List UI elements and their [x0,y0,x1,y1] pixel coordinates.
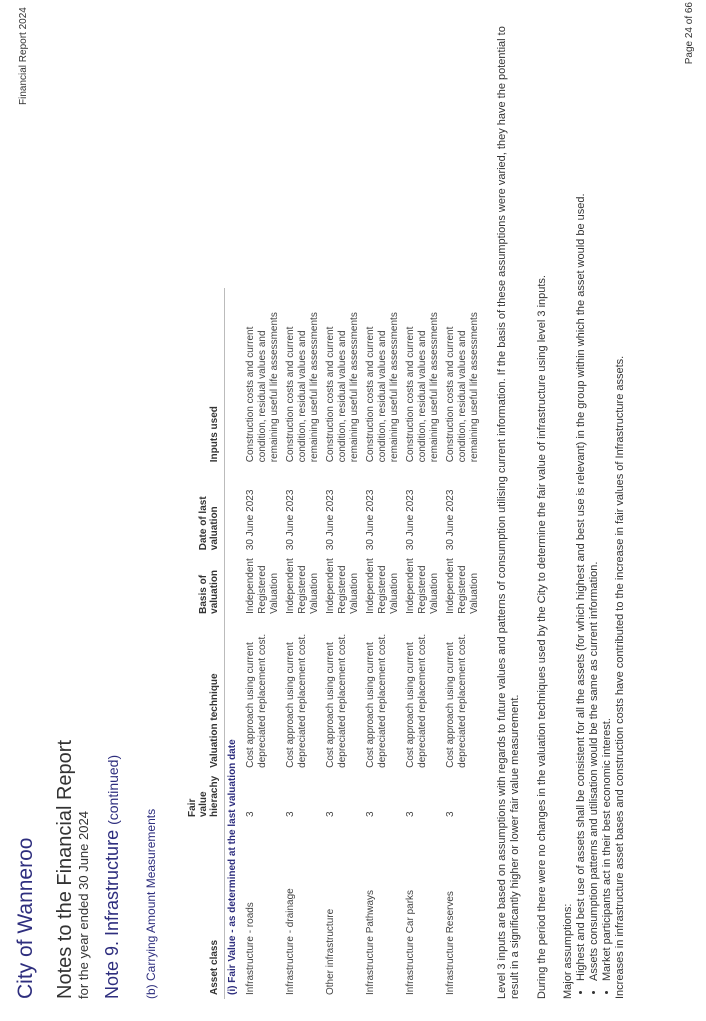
page-subtitle: for the year ended 30 June 2024 [76,811,91,999]
cell-inputs: Construction costs and current condition, residual values and remaining useful life assessments [245,312,280,463]
cell-basis: Independent Registered Valuation [405,558,440,614]
table-row [243,288,283,999]
page-number: Page 24 of 66 [684,2,695,65]
cell-technique: Cost approach using current depreciated replacement cost. [365,633,388,768]
cell-fvh: 3 [405,811,416,817]
no-change-paragraph: During the period there were no changes in the valuation techniques used by the City to determine the fair value of infrastructure using level 3 inputs. [536,275,548,999]
cell-asset: Infrastructure - drainage [285,888,296,995]
cell-basis: Independent Registered Valuation [285,558,320,614]
table-subheader-row [225,288,244,999]
table-row [403,288,443,999]
list-item: • Market participants act in their best economic interest. [601,19,614,981]
header-asset-class: Asset class [182,821,225,999]
note-main: Note 9. Infrastructure [102,829,122,999]
cell-inputs: Construction costs and current condition, residual values and remaining useful life assessments [365,312,400,463]
cell-date: 30 June 2023 [325,489,336,551]
cell-technique: Cost approach using current depreciated replacement cost. [245,633,268,768]
cell-asset: Infrastructure Pathways [365,889,376,995]
cell-fvh: 3 [285,811,296,817]
cell-date: 30 June 2023 [445,489,456,551]
cell-basis: Independent Registered Valuation [365,558,400,614]
cell-technique: Cost approach using current depreciated replacement cost. [325,633,348,768]
cell-basis: Independent Registered Valuation [445,558,480,614]
cell-fvh: 3 [445,811,456,817]
cell-inputs: Construction costs and current condition, residual values and remaining useful life assessments [325,312,360,463]
organisation-name: City of Wanneroo [14,837,37,999]
table-subheader: (i) Fair Value - as determined at the last valuation date [227,739,238,995]
list-item: • Assets consumption patterns and utilisation would be the same as current information. [588,19,601,981]
table-row [363,288,403,999]
header-fair-value-hierarchy: Fair value hierachy [182,772,225,821]
table-header-row [182,288,225,999]
cell-asset: Infrastructure - roads [245,902,256,995]
header-valuation-technique: Valuation technique [182,618,225,772]
cell-date: 30 June 2023 [285,489,296,551]
page-title: Notes to the Financial Report [54,739,76,999]
assumptions-block [562,19,627,999]
cell-basis: Independent Registered Valuation [325,558,360,614]
table-row [323,288,363,999]
cell-inputs: Construction costs and current condition, residual values and remaining useful life assessments [445,312,480,463]
cell-inputs: Construction costs and current condition, residual values and remaining useful life assessments [285,312,320,463]
cell-fvh: 3 [365,811,376,817]
cell-fvh: 3 [245,811,256,817]
report-label: Financial Report 2024 [18,7,29,105]
level3-paragraph: Level 3 inputs are based on assumptions with regards to future values and patterns of consumption utilising current information. If the basis of these assumptions were varied, they have the potential to result in a significantly higher or lower fair value measurement. [496,26,521,999]
cell-date: 30 June 2023 [365,489,376,551]
header-basis: Basis of valuation [182,554,225,618]
assumptions-title: Major assumptions: [562,903,574,999]
assumptions-list [575,19,614,999]
cell-date: 30 June 2023 [245,489,256,551]
cell-technique: Cost approach using current depreciated replacement cost. [285,633,308,768]
note-continued: (continued) [105,754,121,825]
header-inputs: Inputs used [182,288,225,466]
cell-fvh: 3 [325,811,336,817]
cell-technique: Cost approach using current depreciated replacement cost. [445,633,468,768]
note-title [102,755,123,999]
list-item: • Highest and best use of assets shall be consistent for all the assets (for which highest and best use is relevant) in the group within which the asset would be used. [575,19,588,981]
cell-basis: Independent Registered Valuation [245,558,280,614]
section-heading: (b) Carrying Amount Measurements [144,808,158,999]
cell-asset: Other infrastructure [325,908,336,995]
table-row [443,288,483,999]
cell-asset: Infrastructure Reserves [445,891,456,995]
cell-technique: Cost approach using current depreciated replacement cost. [405,633,428,768]
table-row [283,288,323,999]
increase-paragraph: Increases in infrastructure asset bases and construction costs have contributed to the increase in fair values of Infrastructure assets. [614,355,626,999]
cell-asset: Infrastructure Car parks [405,889,416,995]
header-date: Date of last valuation [182,466,225,554]
cell-date: 30 June 2023 [405,489,416,551]
cell-inputs: Construction costs and current condition, residual values and remaining useful life assessments [405,312,440,463]
valuation-table [182,288,483,999]
